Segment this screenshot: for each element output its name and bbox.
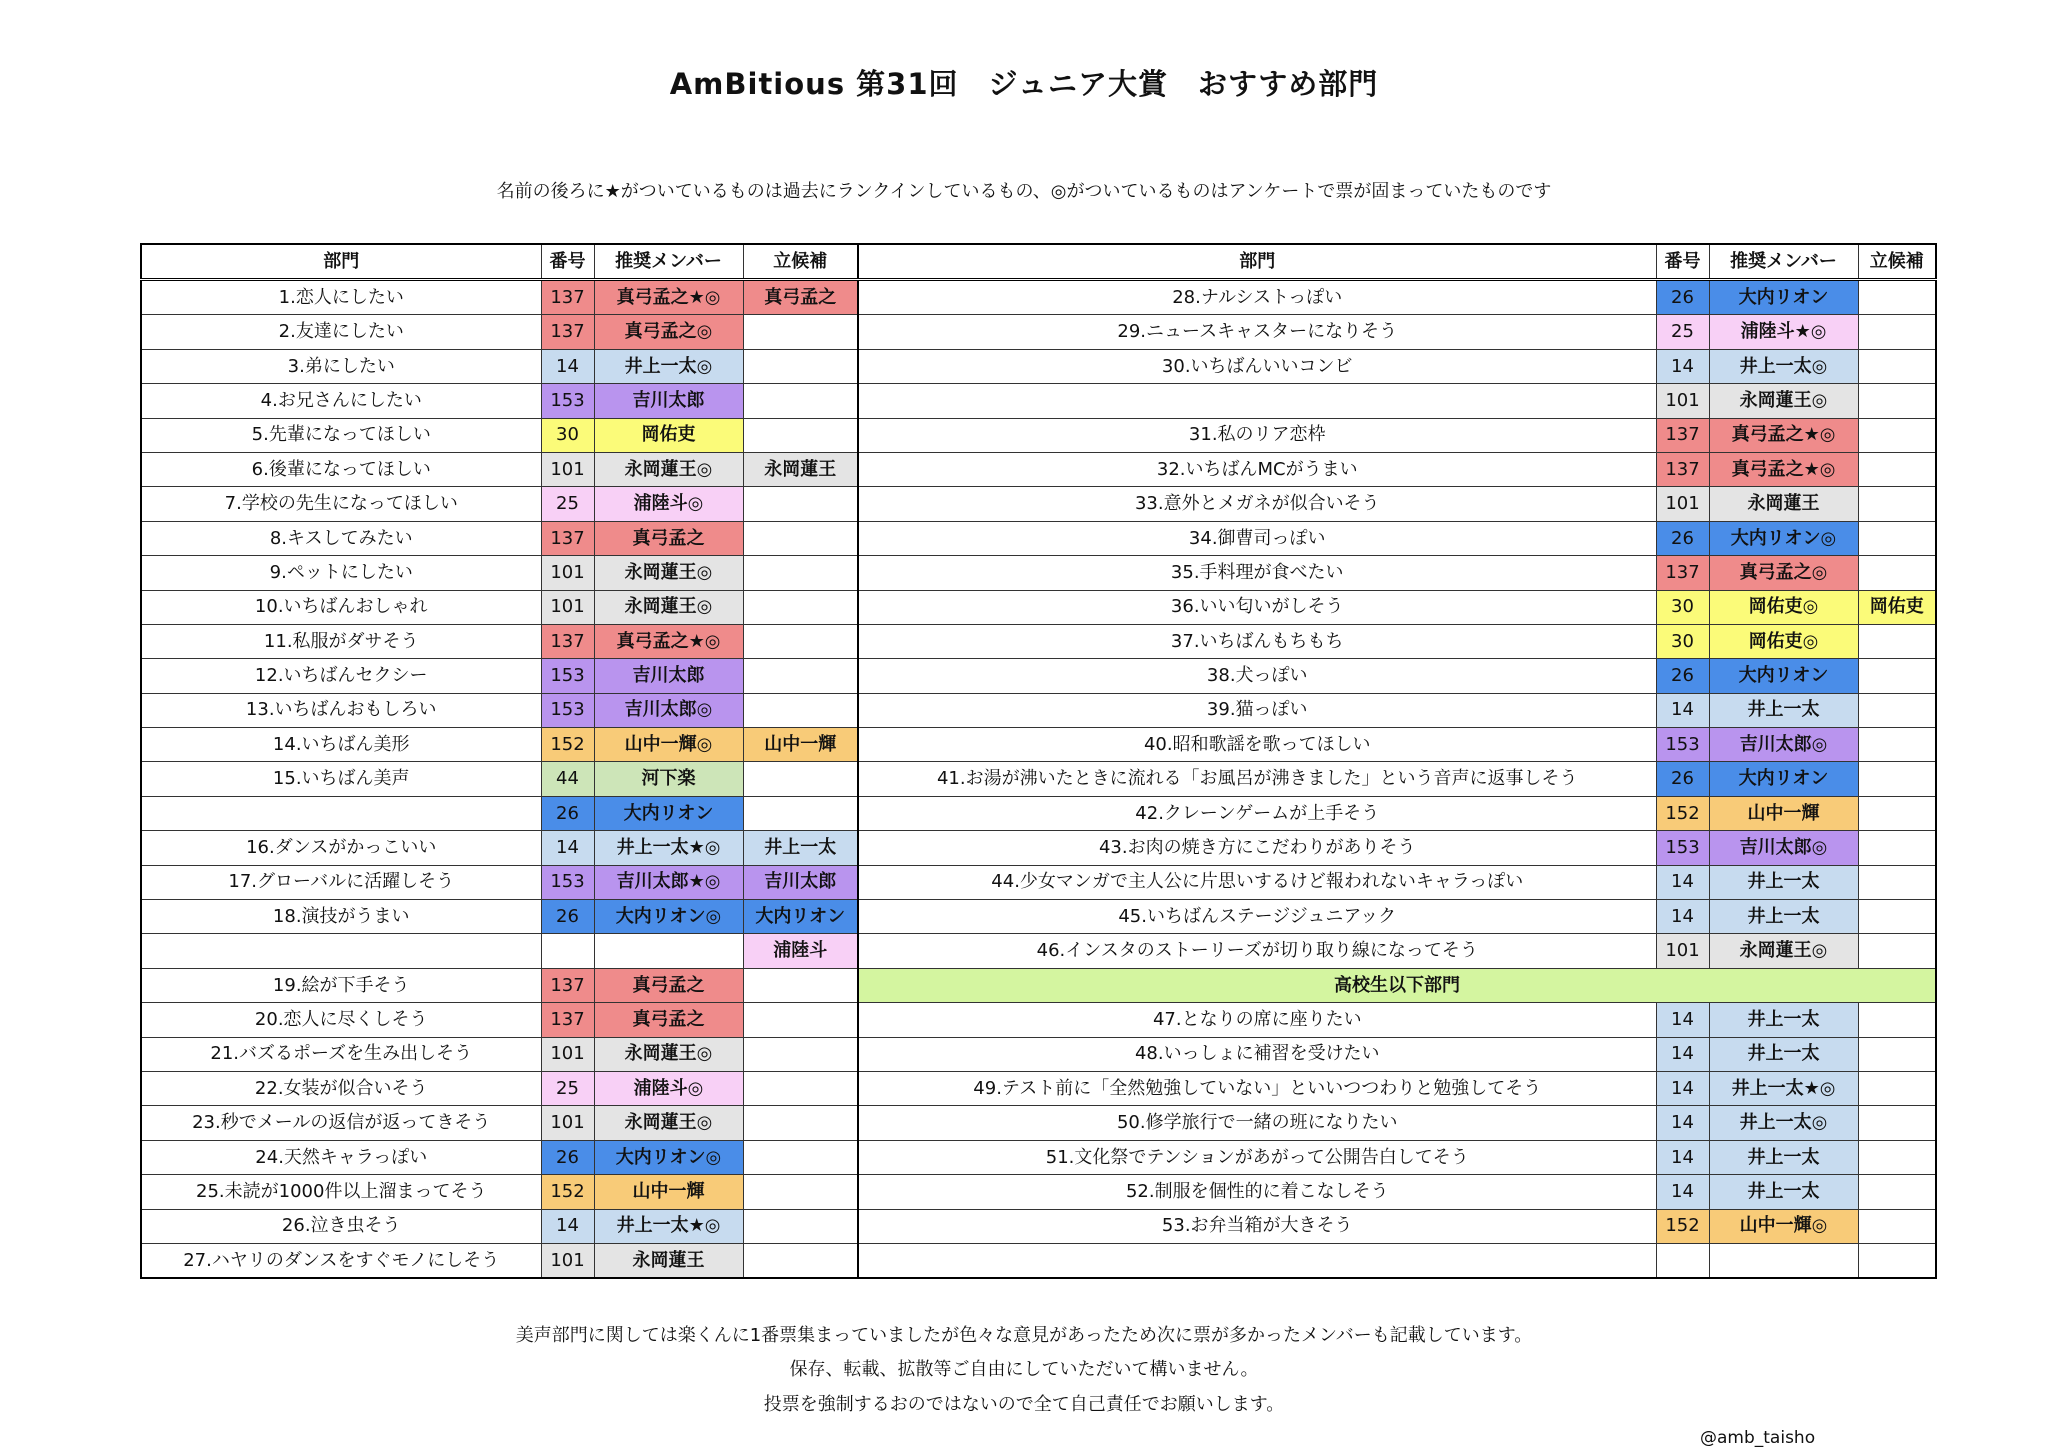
table-row <box>141 865 1936 899</box>
candidate-cell <box>743 349 858 383</box>
number-cell: 153 <box>541 384 594 418</box>
candidate-cell <box>743 1037 858 1071</box>
header-category-right: 部門 <box>858 244 1656 280</box>
candidate-cell <box>743 590 858 624</box>
number-cell: 153 <box>541 659 594 693</box>
footer-note-1: 美声部門に関しては楽くんに1番票集まっていましたが色々な意見があったため次に票が多かったメンバーも記載しています。 <box>515 1325 1533 1346</box>
member-cell: 永岡蓮王 <box>1709 487 1858 521</box>
candidate-cell <box>1858 1071 1936 1105</box>
category-cell: 53.お弁当箱が大きそう <box>858 1209 1656 1243</box>
table-row <box>141 934 1936 968</box>
number-cell: 25 <box>541 487 594 521</box>
category-cell: 12.いちばんセクシー <box>141 659 541 693</box>
member-cell: 永岡蓮王◎ <box>594 1106 743 1140</box>
member-cell: 河下楽 <box>594 762 743 796</box>
number-cell: 152 <box>541 1175 594 1209</box>
member-cell: 井上一太 <box>1709 865 1858 899</box>
member-cell: 永岡蓮王◎ <box>594 452 743 486</box>
member-cell: 大内リオン <box>1709 762 1858 796</box>
number-cell: 101 <box>541 590 594 624</box>
legend-note: 名前の後ろに★がついているものは過去にランクインしているもの、◎がついているものはアンケートで票が固まっていたものです <box>496 181 1552 202</box>
candidate-cell: 大内リオン <box>743 900 858 934</box>
category-cell: 32.いちばんMCがうまい <box>858 452 1656 486</box>
table-row <box>141 796 1936 830</box>
number-cell: 153 <box>1656 831 1709 865</box>
number-cell: 14 <box>1656 1106 1709 1140</box>
candidate-cell <box>1858 728 1936 762</box>
member-cell <box>1709 1243 1858 1278</box>
number-cell: 26 <box>541 796 594 830</box>
candidate-cell <box>1858 693 1936 727</box>
number-cell: 14 <box>1656 865 1709 899</box>
candidate-cell: 浦陸斗 <box>743 934 858 968</box>
category-cell: 20.恋人に尽くしそう <box>141 1003 541 1037</box>
category-cell: 26.泣き虫そう <box>141 1209 541 1243</box>
member-cell: 山中一輝 <box>594 1175 743 1209</box>
candidate-cell <box>1858 796 1936 830</box>
candidate-cell <box>743 418 858 452</box>
member-cell: 大内リオン◎ <box>1709 521 1858 555</box>
number-cell: 137 <box>541 1003 594 1037</box>
table-row <box>141 315 1936 349</box>
number-cell <box>541 934 594 968</box>
category-cell: 33.意外とメガネが似合いそう <box>858 487 1656 521</box>
candidate-cell <box>1858 1003 1936 1037</box>
category-cell: 41.お湯が沸いたときに流れる「お風呂が沸きました」という音声に返事しそう <box>858 762 1656 796</box>
member-cell: 浦陸斗◎ <box>594 1071 743 1105</box>
member-cell: 井上一太★◎ <box>594 1209 743 1243</box>
member-cell: 真弓孟之★◎ <box>1709 418 1858 452</box>
number-cell: 137 <box>1656 452 1709 486</box>
number-cell: 14 <box>541 349 594 383</box>
table-row <box>141 1071 1936 1105</box>
candidate-cell <box>743 1209 858 1243</box>
candidate-cell <box>1858 452 1936 486</box>
candidate-cell <box>1858 1037 1936 1071</box>
member-cell: 永岡蓮王◎ <box>1709 384 1858 418</box>
category-cell: 44.少女マンガで主人公に片思いするけど報われないキャラっぽい <box>858 865 1656 899</box>
candidate-cell <box>743 384 858 418</box>
candidate-cell <box>743 1003 858 1037</box>
category-cell: 19.絵が下手そう <box>141 968 541 1002</box>
table-row <box>141 728 1936 762</box>
table-row <box>141 1209 1936 1243</box>
member-cell: 岡佑吏◎ <box>1709 590 1858 624</box>
candidate-cell <box>1858 315 1936 349</box>
member-cell: 吉川太郎★◎ <box>594 865 743 899</box>
member-cell: 井上一太◎ <box>1709 1106 1858 1140</box>
candidate-cell <box>743 1175 858 1209</box>
candidate-cell <box>743 1140 858 1174</box>
category-cell: 23.秒でメールの返信が返ってきそう <box>141 1106 541 1140</box>
candidate-cell <box>743 487 858 521</box>
member-cell: 大内リオン <box>1709 659 1858 693</box>
number-cell: 137 <box>541 624 594 658</box>
author-credit: @amb_taisho <box>1700 1428 1816 1448</box>
candidate-cell <box>1858 762 1936 796</box>
number-cell: 30 <box>1656 624 1709 658</box>
member-cell: 浦陸斗★◎ <box>1709 315 1858 349</box>
table-row <box>141 452 1936 486</box>
category-cell: 6.後輩になってほしい <box>141 452 541 486</box>
number-cell: 137 <box>541 315 594 349</box>
member-cell: 井上一太★◎ <box>1709 1071 1858 1105</box>
table-row <box>141 1175 1936 1209</box>
candidate-cell: 井上一太 <box>743 831 858 865</box>
header-candidate-right: 立候補 <box>1858 244 1936 280</box>
table-row <box>141 556 1936 590</box>
candidate-cell: 山中一輝 <box>743 728 858 762</box>
member-cell: 吉川太郎 <box>594 659 743 693</box>
candidate-cell <box>1858 900 1936 934</box>
category-cell: 30.いちばんいいコンビ <box>858 349 1656 383</box>
member-cell: 永岡蓮王◎ <box>594 590 743 624</box>
candidate-cell <box>743 659 858 693</box>
number-cell: 26 <box>541 1140 594 1174</box>
table-row <box>141 762 1936 796</box>
number-cell: 153 <box>1656 728 1709 762</box>
member-cell: 吉川太郎 <box>594 384 743 418</box>
footer-note-3: 投票を強制するおのではないので全て自己責任でお願いします。 <box>763 1394 1285 1415</box>
category-cell: 36.いい匂いがしそう <box>858 590 1656 624</box>
table-row <box>141 1003 1936 1037</box>
candidate-cell <box>1858 280 1936 315</box>
candidate-cell <box>1858 659 1936 693</box>
category-cell: 3.弟にしたい <box>141 349 541 383</box>
category-cell <box>858 1243 1656 1278</box>
header-member-left: 推奨メンバー <box>594 244 743 280</box>
candidate-cell <box>743 796 858 830</box>
number-cell: 152 <box>1656 1209 1709 1243</box>
candidate-cell <box>1858 1209 1936 1243</box>
number-cell: 137 <box>541 968 594 1002</box>
candidate-cell: 岡佑吏 <box>1858 590 1936 624</box>
member-cell: 大内リオン◎ <box>594 900 743 934</box>
table-row <box>141 418 1936 452</box>
table-row <box>141 521 1936 555</box>
member-cell: 井上一太 <box>1709 1175 1858 1209</box>
category-cell: 39.猫っぽい <box>858 693 1656 727</box>
candidate-cell <box>743 624 858 658</box>
candidate-cell <box>1858 934 1936 968</box>
category-cell: 51.文化祭でテンションがあがって公開告白してそう <box>858 1140 1656 1174</box>
member-cell: 真弓孟之◎ <box>1709 556 1858 590</box>
candidate-cell <box>743 968 858 1002</box>
category-cell: 10.いちばんおしゃれ <box>141 590 541 624</box>
candidate-cell <box>743 762 858 796</box>
member-cell: 真弓孟之★◎ <box>594 280 743 315</box>
number-cell: 152 <box>541 728 594 762</box>
number-cell: 153 <box>541 865 594 899</box>
category-cell: 15.いちばん美声 <box>141 762 541 796</box>
member-cell: 井上一太 <box>1709 693 1858 727</box>
member-cell: 真弓孟之★◎ <box>1709 452 1858 486</box>
number-cell: 14 <box>1656 349 1709 383</box>
candidate-cell: 吉川太郎 <box>743 865 858 899</box>
member-cell: 大内リオン <box>1709 280 1858 315</box>
member-cell: 吉川太郎◎ <box>1709 831 1858 865</box>
table-row <box>141 1106 1936 1140</box>
header-member-right: 推奨メンバー <box>1709 244 1858 280</box>
member-cell: 井上一太 <box>1709 1003 1858 1037</box>
table-row <box>141 280 1936 315</box>
table-row <box>141 487 1936 521</box>
table-row <box>141 349 1936 383</box>
category-cell: 46.インスタのストーリーズが切り取り線になってそう <box>858 934 1656 968</box>
category-cell: 52.制服を個性的に着こなしそう <box>858 1175 1656 1209</box>
member-cell: 吉川太郎◎ <box>594 693 743 727</box>
number-cell: 137 <box>541 521 594 555</box>
candidate-cell: 真弓孟之 <box>743 280 858 315</box>
number-cell: 101 <box>541 556 594 590</box>
category-cell: 16.ダンスがかっこいい <box>141 831 541 865</box>
number-cell: 26 <box>1656 280 1709 315</box>
table-row <box>141 590 1936 624</box>
member-cell: 井上一太◎ <box>594 349 743 383</box>
member-cell: 永岡蓮王◎ <box>594 1037 743 1071</box>
candidate-cell <box>1858 1175 1936 1209</box>
number-cell: 26 <box>1656 521 1709 555</box>
candidate-cell <box>1858 487 1936 521</box>
member-cell: 真弓孟之 <box>594 1003 743 1037</box>
number-cell: 137 <box>1656 556 1709 590</box>
header-number-right: 番号 <box>1656 244 1709 280</box>
member-cell <box>594 934 743 968</box>
candidate-cell <box>743 315 858 349</box>
member-cell: 山中一輝◎ <box>594 728 743 762</box>
number-cell: 101 <box>1656 934 1709 968</box>
category-cell: 5.先輩になってほしい <box>141 418 541 452</box>
category-cell: 28.ナルシストっぽい <box>858 280 1656 315</box>
member-cell: 永岡蓮王◎ <box>594 556 743 590</box>
number-cell <box>1656 1243 1709 1278</box>
member-cell: 岡佑吏 <box>594 418 743 452</box>
number-cell: 14 <box>1656 900 1709 934</box>
candidate-cell <box>1858 349 1936 383</box>
table-header-row <box>141 244 1936 280</box>
number-cell: 30 <box>541 418 594 452</box>
member-cell: 真弓孟之 <box>594 968 743 1002</box>
number-cell: 101 <box>541 452 594 486</box>
category-cell: 1.恋人にしたい <box>141 280 541 315</box>
category-cell: 31.私のリア恋枠 <box>858 418 1656 452</box>
number-cell: 26 <box>1656 762 1709 796</box>
category-cell: 17.グローバルに活躍しそう <box>141 865 541 899</box>
category-cell: 29.ニュースキャスターになりそう <box>858 315 1656 349</box>
candidate-cell <box>1858 1106 1936 1140</box>
number-cell: 14 <box>1656 1003 1709 1037</box>
member-cell: 永岡蓮王◎ <box>1709 934 1858 968</box>
category-cell: 14.いちばん美形 <box>141 728 541 762</box>
member-cell: 山中一輝◎ <box>1709 1209 1858 1243</box>
header-candidate-left: 立候補 <box>743 244 858 280</box>
member-cell: 井上一太 <box>1709 1037 1858 1071</box>
candidate-cell <box>1858 1243 1936 1278</box>
number-cell: 14 <box>1656 1140 1709 1174</box>
table-row <box>141 1037 1936 1071</box>
category-cell <box>858 384 1656 418</box>
category-cell: 47.となりの席に座りたい <box>858 1003 1656 1037</box>
number-cell: 101 <box>541 1106 594 1140</box>
category-cell: 50.修学旅行で一緒の班になりたい <box>858 1106 1656 1140</box>
table-row <box>141 1140 1936 1174</box>
member-cell: 永岡蓮王 <box>594 1243 743 1278</box>
category-cell: 43.お肉の焼き方にこだわりがありそう <box>858 831 1656 865</box>
table-row <box>141 384 1936 418</box>
category-cell: 25.未読が1000件以上溜まってそう <box>141 1175 541 1209</box>
footer-note-2: 保存、転載、拡散等ご自由にしていただいて構いません。 <box>789 1359 1259 1380</box>
category-cell: 42.クレーンゲームが上手そう <box>858 796 1656 830</box>
number-cell: 101 <box>541 1243 594 1278</box>
number-cell: 14 <box>1656 1071 1709 1105</box>
category-cell: 18.演技がうまい <box>141 900 541 934</box>
number-cell: 25 <box>1656 315 1709 349</box>
number-cell: 137 <box>541 280 594 315</box>
number-cell: 44 <box>541 762 594 796</box>
member-cell: 井上一太★◎ <box>594 831 743 865</box>
ranking-table <box>140 243 1937 1279</box>
number-cell: 30 <box>1656 590 1709 624</box>
category-cell: 13.いちばんおもしろい <box>141 693 541 727</box>
category-cell: 22.女装が似合いそう <box>141 1071 541 1105</box>
number-cell: 101 <box>1656 487 1709 521</box>
member-cell: 大内リオン <box>594 796 743 830</box>
member-cell: 吉川太郎◎ <box>1709 728 1858 762</box>
category-cell: 11.私服がダサそう <box>141 624 541 658</box>
table-row <box>141 624 1936 658</box>
number-cell: 25 <box>541 1071 594 1105</box>
number-cell: 14 <box>541 831 594 865</box>
candidate-cell <box>1858 384 1936 418</box>
number-cell: 153 <box>541 693 594 727</box>
candidate-cell <box>743 693 858 727</box>
category-cell: 35.手料理が食べたい <box>858 556 1656 590</box>
candidate-cell <box>1858 521 1936 555</box>
category-cell: 27.ハヤリのダンスをすぐモノにしそう <box>141 1243 541 1278</box>
number-cell: 101 <box>1656 384 1709 418</box>
member-cell: 井上一太 <box>1709 1140 1858 1174</box>
category-cell: 8.キスしてみたい <box>141 521 541 555</box>
table-row <box>141 1243 1936 1278</box>
category-cell: 34.御曹司っぽい <box>858 521 1656 555</box>
table-row <box>141 659 1936 693</box>
category-cell: 45.いちばんステージジュニアック <box>858 900 1656 934</box>
candidate-cell <box>743 1106 858 1140</box>
number-cell: 152 <box>1656 796 1709 830</box>
header-number-left: 番号 <box>541 244 594 280</box>
candidate-cell <box>743 556 858 590</box>
category-cell: 37.いちばんもちもち <box>858 624 1656 658</box>
member-cell: 井上一太◎ <box>1709 349 1858 383</box>
candidate-cell <box>1858 865 1936 899</box>
number-cell: 101 <box>541 1037 594 1071</box>
table-row <box>141 900 1936 934</box>
number-cell: 14 <box>1656 1175 1709 1209</box>
candidate-cell <box>1858 418 1936 452</box>
category-cell: 48.いっしょに補習を受けたい <box>858 1037 1656 1071</box>
member-cell: 大内リオン◎ <box>594 1140 743 1174</box>
category-cell: 24.天然キャラっぽい <box>141 1140 541 1174</box>
category-cell: 21.バズるポーズを生み出しそう <box>141 1037 541 1071</box>
member-cell: 井上一太 <box>1709 900 1858 934</box>
candidate-cell <box>1858 556 1936 590</box>
number-cell: 14 <box>1656 1037 1709 1071</box>
number-cell: 14 <box>541 1209 594 1243</box>
category-cell <box>141 934 541 968</box>
category-cell: 49.テスト前に「全然勉強していない」といいつつわりと勉強してそう <box>858 1071 1656 1105</box>
category-cell: 9.ペットにしたい <box>141 556 541 590</box>
number-cell: 26 <box>1656 659 1709 693</box>
member-cell: 真弓孟之◎ <box>594 315 743 349</box>
member-cell: 真弓孟之★◎ <box>594 624 743 658</box>
table-row <box>141 831 1936 865</box>
category-cell: 7.学校の先生になってほしい <box>141 487 541 521</box>
member-cell: 浦陸斗◎ <box>594 487 743 521</box>
member-cell: 岡佑吏◎ <box>1709 624 1858 658</box>
category-cell: 4.お兄さんにしたい <box>141 384 541 418</box>
category-cell: 2.友達にしたい <box>141 315 541 349</box>
number-cell: 14 <box>1656 693 1709 727</box>
number-cell: 26 <box>541 900 594 934</box>
candidate-cell <box>1858 624 1936 658</box>
candidate-cell <box>743 521 858 555</box>
member-cell: 真弓孟之 <box>594 521 743 555</box>
candidate-cell: 永岡蓮王 <box>743 452 858 486</box>
candidate-cell <box>743 1243 858 1278</box>
category-cell <box>141 796 541 830</box>
table-row <box>141 693 1936 727</box>
table-row <box>141 968 1936 1002</box>
number-cell: 137 <box>1656 418 1709 452</box>
member-cell: 山中一輝 <box>1709 796 1858 830</box>
category-cell: 38.犬っぽい <box>858 659 1656 693</box>
page-title: AmBitious 第31回 ジュニア大賞 おすすめ部門 <box>669 67 1379 101</box>
candidate-cell <box>743 1071 858 1105</box>
candidate-cell <box>1858 831 1936 865</box>
category-cell: 40.昭和歌謡を歌ってほしい <box>858 728 1656 762</box>
section-header-highschool: 高校生以下部門 <box>858 968 1936 1002</box>
candidate-cell <box>1858 1140 1936 1174</box>
header-category-left: 部門 <box>141 244 541 280</box>
